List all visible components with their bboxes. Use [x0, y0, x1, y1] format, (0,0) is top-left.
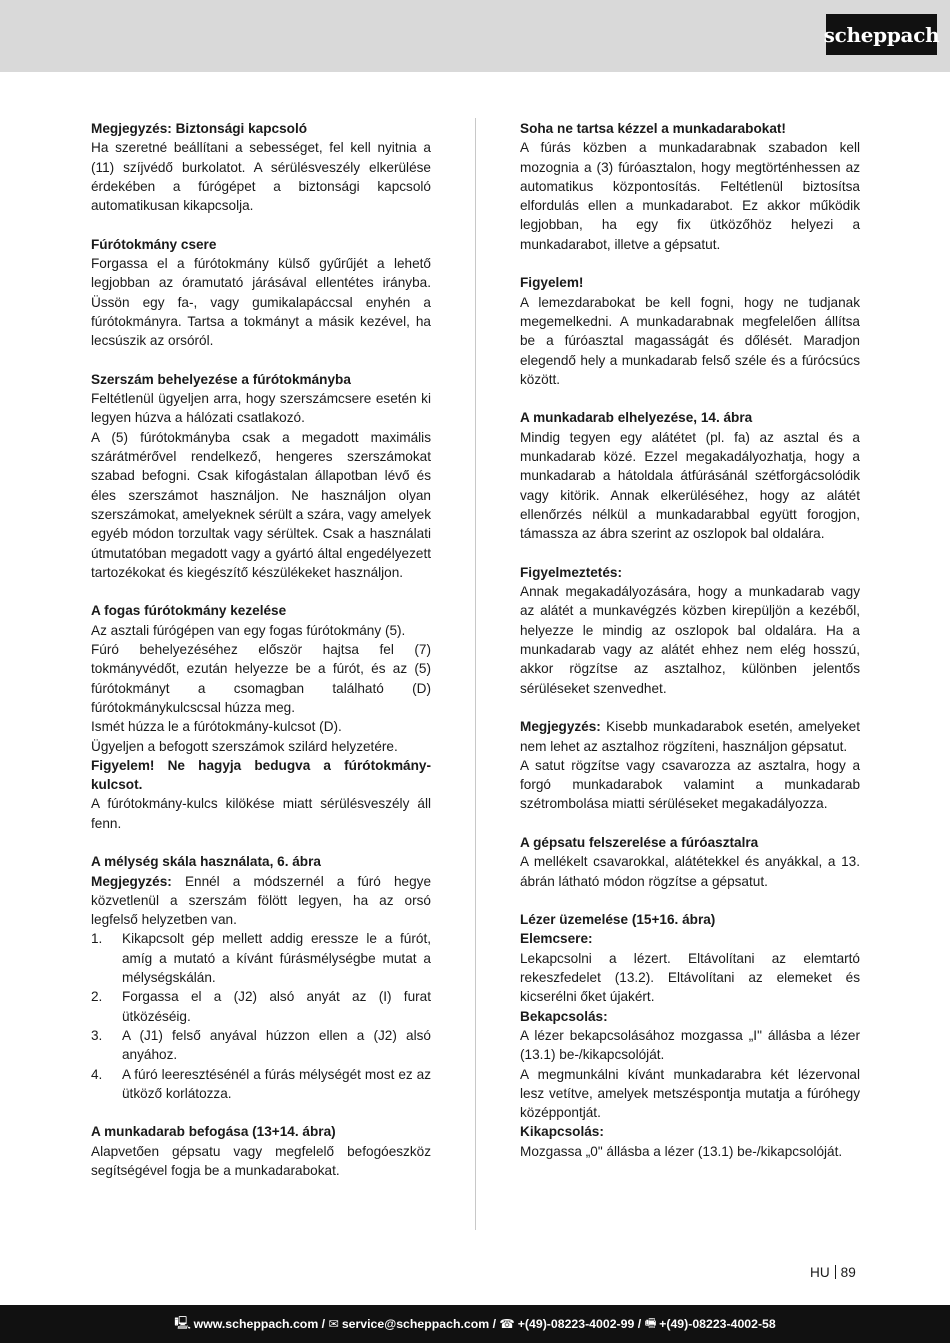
footer-bar — [0, 1305, 950, 1343]
list-item — [91, 929, 431, 987]
paragraph: A megmunkálni kívánt munkadarabra két lézervonal lesz vetítve, amelyek metszéspontja mutatja a fúróhegy középpontját. — [520, 1066, 860, 1121]
note-text: Ennél a módszernél a fúró hegye közvetlenül a szerszám fölött legyen, ha az orsó legfelső helyzetben van. — [91, 873, 431, 928]
list-number: 2. — [91, 989, 103, 1005]
footer-website[interactable]: www.scheppach.com — [193, 1317, 319, 1331]
list-item — [91, 1026, 431, 1065]
list-item — [91, 987, 431, 1026]
paragraph: Az asztali fúrógépen van egy fogas fúrótokmány (5). — [91, 622, 406, 638]
subsection-title: Elemcsere: — [520, 931, 593, 947]
section-title: Fúrótokmány csere — [91, 236, 217, 252]
list-item — [91, 1065, 431, 1104]
phone-icon: ☎ — [499, 1317, 515, 1331]
note-paragraph — [91, 872, 431, 930]
note-paragraph — [520, 717, 860, 756]
paragraph: Alapvetően gépsatu vagy megfelelő befogóeszköz segítségével fogja be a munkadarabokat. — [91, 1143, 431, 1179]
footer-email[interactable]: service@scheppach.com — [341, 1317, 490, 1331]
note-text: Kisebb munkadarabok esetén, amelyeket nem lehet az asztalhoz rögzíteni, használjon gépsatut. — [520, 719, 860, 754]
paragraph: Ügyeljen a befogott szerszámok szilárd helyzetére. — [91, 738, 398, 754]
paragraph: A mellékelt csavarokkal, alátétekkel és anyákkal, a 13. ábrán látható módon rögzítse a gépsatut. — [520, 854, 860, 889]
subsection-title: Kikapcsolás: — [520, 1124, 604, 1140]
subsection-title: Bekapcsolás: — [520, 1008, 608, 1024]
paragraph: Ha szeretné beállítani a sebességet, fel kell nyitnia a (11) szíjvédő burkolatot. A sérülésveszély elkerülése érdekében a fúrógépet a biztonsági kapcsoló automatikusan kikapcsolja. — [91, 140, 431, 214]
paragraph: A fúrás közben a munkadarabnak szabadon kell mozognia a (3) fúróasztalon, hogy megtörténhessen az automatikus központosítás. Feltétlenül biztosítsa elfordulás ellen a munkadarabot. Ez akkor működik legjobban, ha egy fix ütközőhöz helyezi a munkadarabot, illetve a gépsatut. — [520, 140, 860, 252]
paragraph: Forgassa el a fúrótokmány külső gyűrűjét a lehető legjobban az óramutató járásával ellentétes irányba. Üssön egy fa-, vagy gumikalapáccsal enyhén a fúrótokmányra. Tartsa a tokmányt a másik kezével, ha lecsúszik az orsóról. — [91, 256, 431, 349]
paragraph: Fúró behelyezéséhez először hajtsa fel (7) tokmányvédőt, ezután helyezze be a fúrót, és az (5) fúrótokmányt a csomagban található (D) fúrótokmánykulcscsal húzza meg. — [91, 642, 431, 715]
paragraph: Lekapcsolni a lézert. Eltávolítani az elemtartó rekeszfedelet (13.2). Eltávolítani az elemeket és kicserélni őket újakért. — [520, 950, 860, 1005]
section-title: A gépsatu felszerelése a fúróasztalra — [520, 834, 759, 850]
list-number: 1. — [91, 931, 103, 947]
paragraph: Ismét húzza le a fúrótokmány-kulcsot (D). — [91, 719, 342, 735]
page-number-separator — [835, 1265, 836, 1279]
note-label: Megjegyzés: — [91, 873, 172, 889]
section-title: A fogas fúrótokmány kezelése — [91, 603, 287, 619]
scheppach-logo: scheppach — [826, 14, 937, 55]
section-title: Figyelmeztetés: — [520, 564, 622, 580]
fax-icon: 🖷 — [644, 1315, 657, 1330]
paragraph: A lézer bekapcsolásához mozgassa „I" állásba a lézer (13.1) be-/kikapcsolóját. — [520, 1027, 860, 1063]
section-title: A munkadarab elhelyezése, 14. ábra — [520, 410, 753, 426]
right-column — [520, 119, 860, 1161]
section-title: A mélység skála használata, 6. ábra — [91, 854, 321, 870]
paragraph: A satut rögzítse vagy csavarozza az asztalra, hogy a forgó munkadarabok valamint a munkadarab szétrombolása miatti sérüléseket megakadályozza. — [520, 757, 860, 812]
left-column — [91, 119, 431, 1180]
section-title: Szerszám behelyezése a fúrótokmányba — [91, 371, 351, 387]
depth-steps-list — [91, 929, 431, 1103]
section-title: Megjegyzés: Biztonsági kapcsoló — [91, 121, 308, 136]
section-title: Figyelem! — [520, 275, 584, 291]
list-number: 4. — [91, 1066, 103, 1082]
email-icon: ✉ — [328, 1317, 339, 1331]
paragraph: Mozgassa „0" állásba a lézer (13.1) be-/kikapcsolóját. — [520, 1143, 843, 1159]
list-text: Kikapcsolt gép mellett addig eressze le a fúrót, amíg a mutató a kívánt fúrásmélységbe mutat a mélységskálán. — [122, 931, 431, 986]
section-title: Soha ne tartsa kézzel a munkadarabokat! — [520, 121, 786, 136]
list-number: 3. — [91, 1027, 103, 1043]
computer-icon: 🖳 — [174, 1315, 191, 1330]
language-code: HU — [810, 1265, 830, 1280]
paragraph: Mindig tegyen egy alátétet (pl. fa) az asztal és a munkadarab közé. Ezzel megakadályozhatja, hogy a munkadarab a hátoldala átfúrásánál szétforgácsolódik vagy kitörik. Annak elkerüléséhez, hogy az alátét ellenőrzés nélkül a munkadarabbal együtt forogjon, támassza az ábra szerint az oszlopok bal oldalára. — [520, 429, 860, 542]
footer-separator: / — [634, 1317, 645, 1331]
footer-phone: +(49)-08223-4002-99 — [517, 1317, 635, 1331]
paragraph: A fúrótokmány-kulcs kilökése miatt sérülésveszély áll fenn. — [91, 796, 431, 831]
section-title: A munkadarab befogása (13+14. ábra) — [91, 1124, 336, 1140]
paragraph: Annak megakadályozására, hogy a munkadarab vagy az alátét a munkavégzés közben kirepüljön a kezéből, helyezze le mindig az oszlopok bal oldalára. Ha a munkadarab vagy az alátét ehhez nem elég hosszú, akkor rögzítse az asztalhoz, különben jelentős sérüléseket szenvedhet. — [520, 584, 860, 696]
list-text: A fúró leeresztésénél a fúrás mélységét most ez az ütköző korlátozza. — [122, 1066, 431, 1101]
section-title: Lézer üzemelése (15+16. ábra) — [520, 912, 716, 928]
note-label: Megjegyzés: — [520, 719, 601, 735]
page-number-value: 89 — [840, 1265, 856, 1280]
paragraph: Feltétlenül ügyeljen arra, hogy szerszámcsere esetén ki legyen húzva a hálózati csatlakozó. — [91, 391, 431, 426]
footer-separator: / — [489, 1317, 500, 1331]
warning-text: Figyelem! Ne hagyja bedugva a fúrótokmány-kulcsot. — [91, 757, 431, 793]
footer-fax: +(49)-08223-4002-58 — [659, 1317, 776, 1331]
paragraph: A (5) fúrótokmányba csak a megadott maximális szárátmérővel rendelkező, hengeres szerszámokat szabad befogni. Csak kifogástalan állapotban lévő és éles szerszámot használjon. Ne használjon olyan szerszámokat, amelyeknek sérült a szára, vagy amelyek egyéb módon torzultak vagy sérültek. Csak a használati útmutatóban megadott vagy a gyártó által engedélyezett tartozékokat és kiegészítő készülékeket használjon. — [91, 429, 431, 580]
list-text: A (J1) felső anyával húzzon ellen a (J2) alsó anyához. — [122, 1027, 431, 1063]
header-band — [0, 0, 950, 72]
column-divider — [475, 118, 476, 1230]
list-text: Forgassa el a (J2) alsó anyát az (I) furat ütközéséig. — [122, 989, 431, 1024]
paragraph: A lemezdarabokat be kell fogni, hogy ne tudjanak megemelkedni. A munkadarabnak megfelelően állítsa be a fúróasztal magasságát és dőlését. Maradjon elegendő hely a munkadarab felső széle és a fúrócsúcs között. — [520, 294, 860, 387]
page-number — [810, 1265, 856, 1280]
footer-separator: / — [318, 1317, 329, 1331]
